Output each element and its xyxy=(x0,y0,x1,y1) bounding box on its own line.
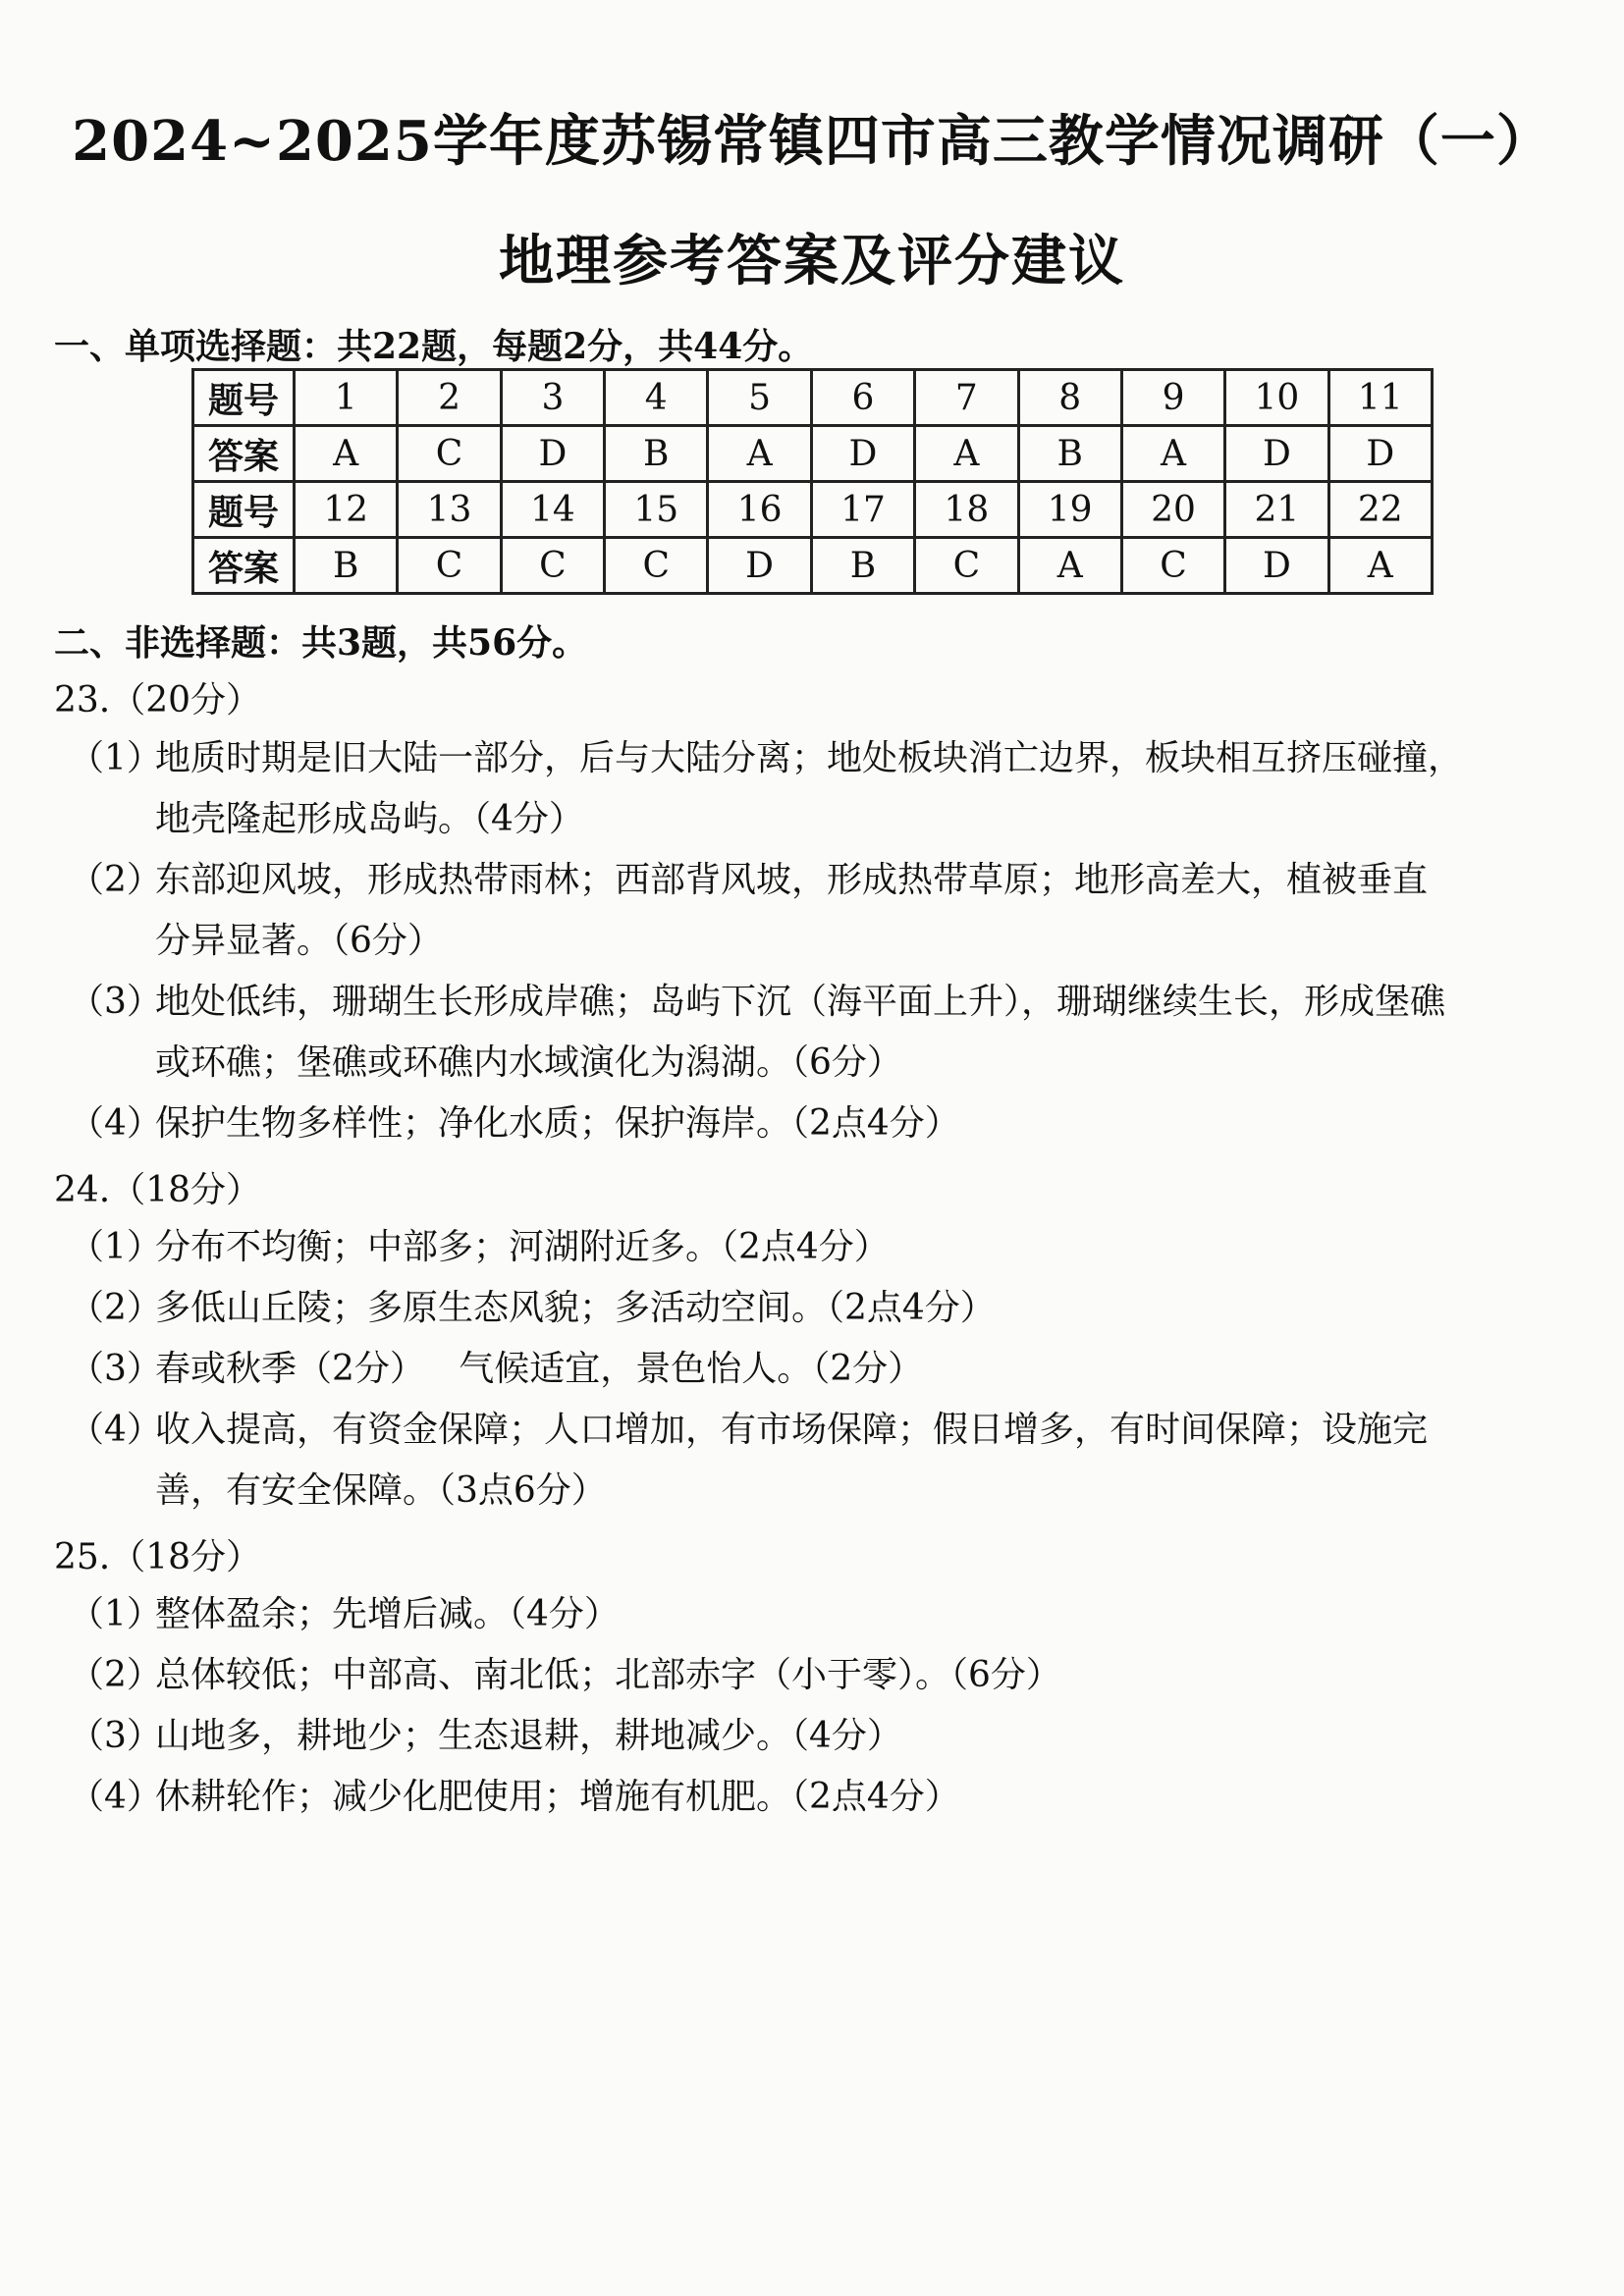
table-cell: D xyxy=(1225,426,1328,482)
table-cell: A xyxy=(295,426,398,482)
table-cell: 17 xyxy=(811,482,914,538)
question-24-item-4 xyxy=(69,1400,1571,1461)
item-number: （2） xyxy=(69,1655,162,1695)
table-cell: D xyxy=(501,426,604,482)
item-number: （3） xyxy=(69,982,162,1022)
question-23-item-4 xyxy=(69,1094,1571,1154)
table-cell: D xyxy=(1225,538,1328,594)
table-cell: D xyxy=(1328,426,1432,482)
table-cell: 12 xyxy=(295,482,398,538)
item-text: 总体较低；中部高、南北低；北部赤字（小于零）。（6分） xyxy=(155,1655,1061,1695)
table-cell: B xyxy=(605,426,708,482)
table-cell: A xyxy=(915,426,1018,482)
item-number: （4） xyxy=(69,1777,162,1817)
item-text: 地质时期是旧大陆一部分，后与大陆分离；地处板块消亡边界，板块相互挤压碰撞， xyxy=(155,738,1464,778)
item-number: （1） xyxy=(69,738,162,778)
question-23-item-1 xyxy=(69,728,1571,789)
item-text: 东部迎风坡，形成热带雨林；西部背风坡，形成热带草原；地形高差大，植被垂直 xyxy=(155,860,1429,900)
question-25-item-3 xyxy=(69,1706,1571,1767)
table-cell: A xyxy=(708,426,811,482)
question-23-title: 23.（20分） xyxy=(54,680,262,721)
table-row xyxy=(193,482,1433,538)
table-cell: 16 xyxy=(708,482,811,538)
item-text: 地处低纬，珊瑚生长形成岸礁；岛屿下沉（海平面上升），珊瑚继续生长，形成堡礁 xyxy=(155,982,1446,1022)
table-cell: C xyxy=(398,538,501,594)
item-number: （2） xyxy=(69,1288,162,1328)
item-text: 山地多，耕地少；生态退耕，耕地减少。（4分） xyxy=(155,1716,902,1756)
table-cell: D xyxy=(811,426,914,482)
table-cell: 13 xyxy=(398,482,501,538)
table-cell: 4 xyxy=(605,370,708,426)
question-23-item-2-continuation: 分异显著。（6分） xyxy=(155,921,443,961)
item-number: （4） xyxy=(69,1410,162,1450)
question-25-item-1 xyxy=(69,1584,1571,1645)
question-24-item-3 xyxy=(69,1339,1571,1400)
question-24-item-2 xyxy=(69,1278,1571,1339)
item-number: （3） xyxy=(69,1716,162,1756)
table-row xyxy=(193,370,1433,426)
answer-table xyxy=(191,368,1434,595)
table-cell: A xyxy=(1121,426,1224,482)
table-cell: C xyxy=(501,538,604,594)
question-24-item-4-continuation: 善，有安全保障。（3点6分） xyxy=(155,1470,607,1511)
table-cell: 19 xyxy=(1018,482,1121,538)
section-1-heading: 一、单项选择题：共22题，每题2分，共44分。 xyxy=(54,326,814,367)
table-cell: 5 xyxy=(708,370,811,426)
item-number: （3） xyxy=(69,1349,162,1389)
item-number: （2） xyxy=(69,860,162,900)
question-24-item-1 xyxy=(69,1217,1571,1278)
item-text: 整体盈余；先增后减。（4分） xyxy=(155,1594,620,1634)
table-cell: 10 xyxy=(1225,370,1328,426)
table-cell: A xyxy=(1328,538,1432,594)
question-23-item-3 xyxy=(69,972,1571,1033)
table-cell: 答案 xyxy=(193,426,295,482)
table-cell: 1 xyxy=(295,370,398,426)
table-cell: C xyxy=(1121,538,1224,594)
table-cell: 题号 xyxy=(193,370,295,426)
item-number: （4） xyxy=(69,1103,162,1144)
table-cell: C xyxy=(915,538,1018,594)
item-text: 多低山丘陵；多原生态风貌；多活动空间。（2点4分） xyxy=(155,1288,996,1328)
table-cell: B xyxy=(295,538,398,594)
table-cell: 21 xyxy=(1225,482,1328,538)
table-cell: 7 xyxy=(915,370,1018,426)
item-text: 保护生物多样性；净化水质；保护海岸。（2点4分） xyxy=(155,1103,960,1144)
table-cell: B xyxy=(811,538,914,594)
table-cell: 8 xyxy=(1018,370,1121,426)
table-cell: 2 xyxy=(398,370,501,426)
table-cell: 3 xyxy=(501,370,604,426)
section-2-heading: 二、非选择题：共3题，共56分。 xyxy=(54,622,588,664)
question-23-item-2 xyxy=(69,850,1571,911)
table-cell: D xyxy=(708,538,811,594)
item-text: 分布不均衡；中部多；河湖附近多。（2点4分） xyxy=(155,1227,890,1267)
question-23-item-3-continuation: 或环礁；堡礁或环礁内水域演化为潟湖。（6分） xyxy=(155,1042,902,1083)
table-cell: 18 xyxy=(915,482,1018,538)
table-cell: 11 xyxy=(1328,370,1432,426)
table-cell: 14 xyxy=(501,482,604,538)
table-cell: A xyxy=(1018,538,1121,594)
item-text: 休耕轮作；减少化肥使用；增施有机肥。（2点4分） xyxy=(155,1777,960,1817)
item-number: （1） xyxy=(69,1594,162,1634)
table-cell: 20 xyxy=(1121,482,1224,538)
question-25-item-2 xyxy=(69,1645,1571,1706)
question-25-item-4 xyxy=(69,1767,1571,1828)
table-cell: C xyxy=(605,538,708,594)
question-24-title: 24.（18分） xyxy=(54,1170,262,1210)
table-row xyxy=(193,426,1433,482)
question-23-item-1-continuation: 地壳隆起形成岛屿。（4分） xyxy=(155,799,584,839)
table-cell: C xyxy=(398,426,501,482)
item-text: 春或秋季（2分） 气候适宜，景色怡人。（2分） xyxy=(155,1349,924,1389)
table-cell: 15 xyxy=(605,482,708,538)
table-cell: 题号 xyxy=(193,482,295,538)
document-subtitle: 地理参考答案及评分建议 xyxy=(499,229,1125,294)
question-25-title: 25.（18分） xyxy=(54,1537,262,1577)
table-cell: 22 xyxy=(1328,482,1432,538)
table-cell: 6 xyxy=(811,370,914,426)
table-cell: B xyxy=(1018,426,1121,482)
table-row xyxy=(193,538,1433,594)
item-number: （1） xyxy=(69,1227,162,1267)
table-cell: 答案 xyxy=(193,538,295,594)
document-title: 2024~2025学年度苏锡常镇四市高三教学情况调研（一） xyxy=(72,109,1552,174)
table-cell: 9 xyxy=(1121,370,1224,426)
item-text: 收入提高，有资金保障；人口增加，有市场保障；假日增多，有时间保障；设施完 xyxy=(155,1410,1429,1450)
